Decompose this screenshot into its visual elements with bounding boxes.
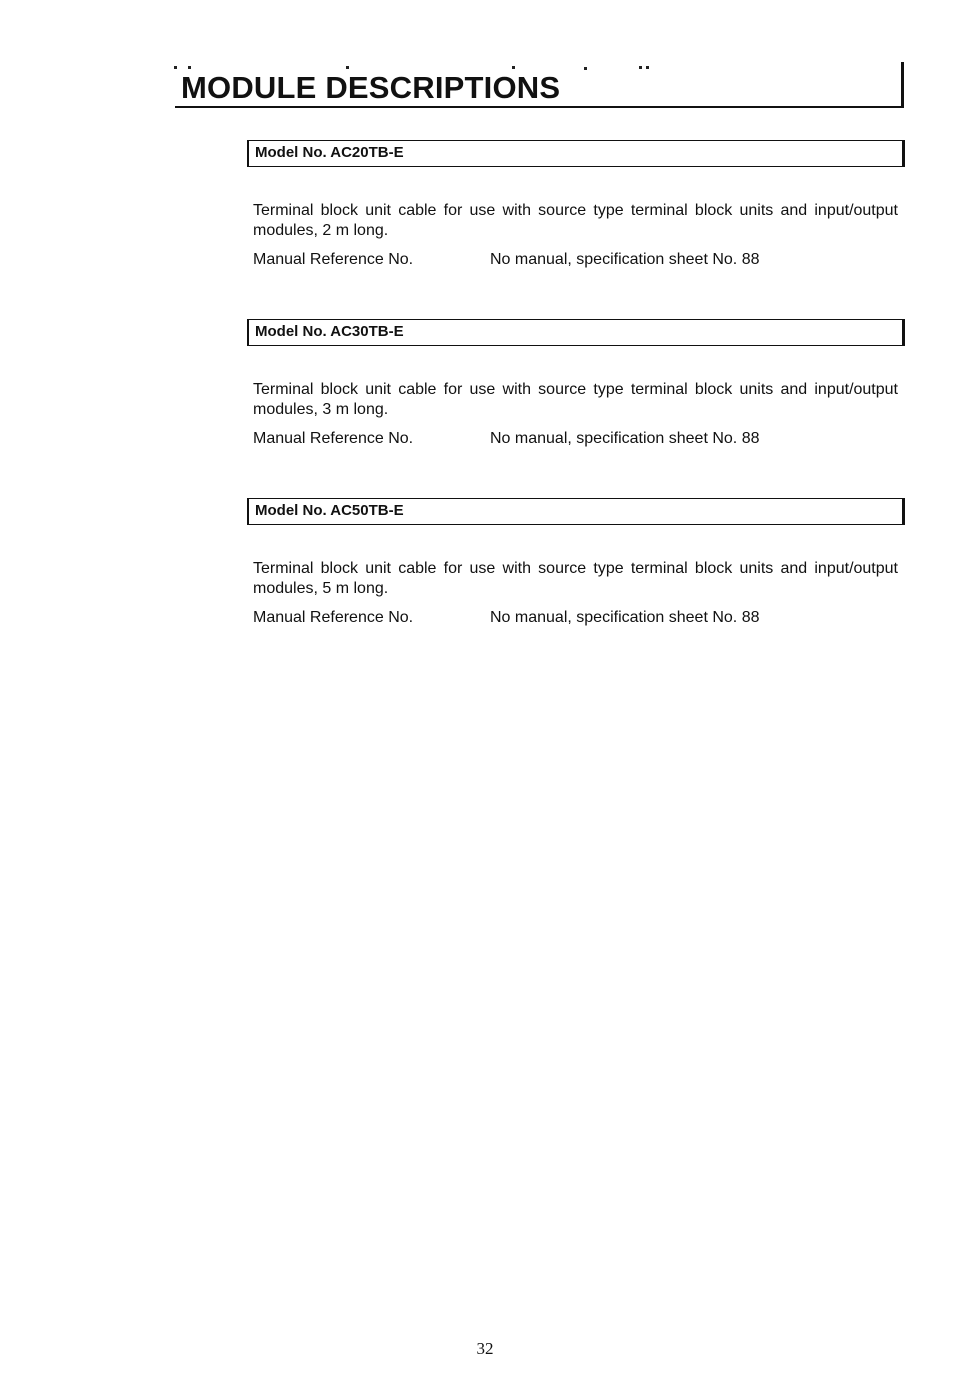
page-header (175, 62, 904, 108)
reference-row (253, 608, 905, 628)
module-section (247, 498, 905, 628)
reference-value: No manual, specification sheet No. 88 (490, 609, 760, 626)
module-description: Terminal block unit cable for use with source type terminal block units and input/output modules, 3 m long. (253, 381, 898, 418)
reference-label: Manual Reference No. (253, 609, 414, 626)
model-box (247, 140, 905, 167)
page-number: 32 (476, 1339, 494, 1358)
model-label: Model No. AC20TB-E (255, 144, 404, 161)
model-box (247, 319, 905, 346)
module-section (247, 319, 905, 449)
reference-row (253, 429, 905, 449)
module-description: Terminal block unit cable for use with source type terminal block units and input/output modules, 5 m long. (253, 560, 898, 597)
model-label: Model No. AC50TB-E (255, 502, 404, 519)
model-label: Model No. AC30TB-E (255, 323, 404, 340)
reference-value: No manual, specification sheet No. 88 (490, 430, 760, 447)
reference-row (253, 250, 905, 270)
module-section (247, 140, 905, 270)
reference-value: No manual, specification sheet No. 88 (490, 251, 760, 268)
reference-label: Manual Reference No. (253, 430, 414, 447)
reference-label: Manual Reference No. (253, 251, 414, 268)
module-description: Terminal block unit cable for use with source type terminal block units and input/output modules, 2 m long. (253, 202, 898, 239)
model-box (247, 498, 905, 525)
page-title: MODULE DESCRIPTIONS (181, 70, 561, 105)
